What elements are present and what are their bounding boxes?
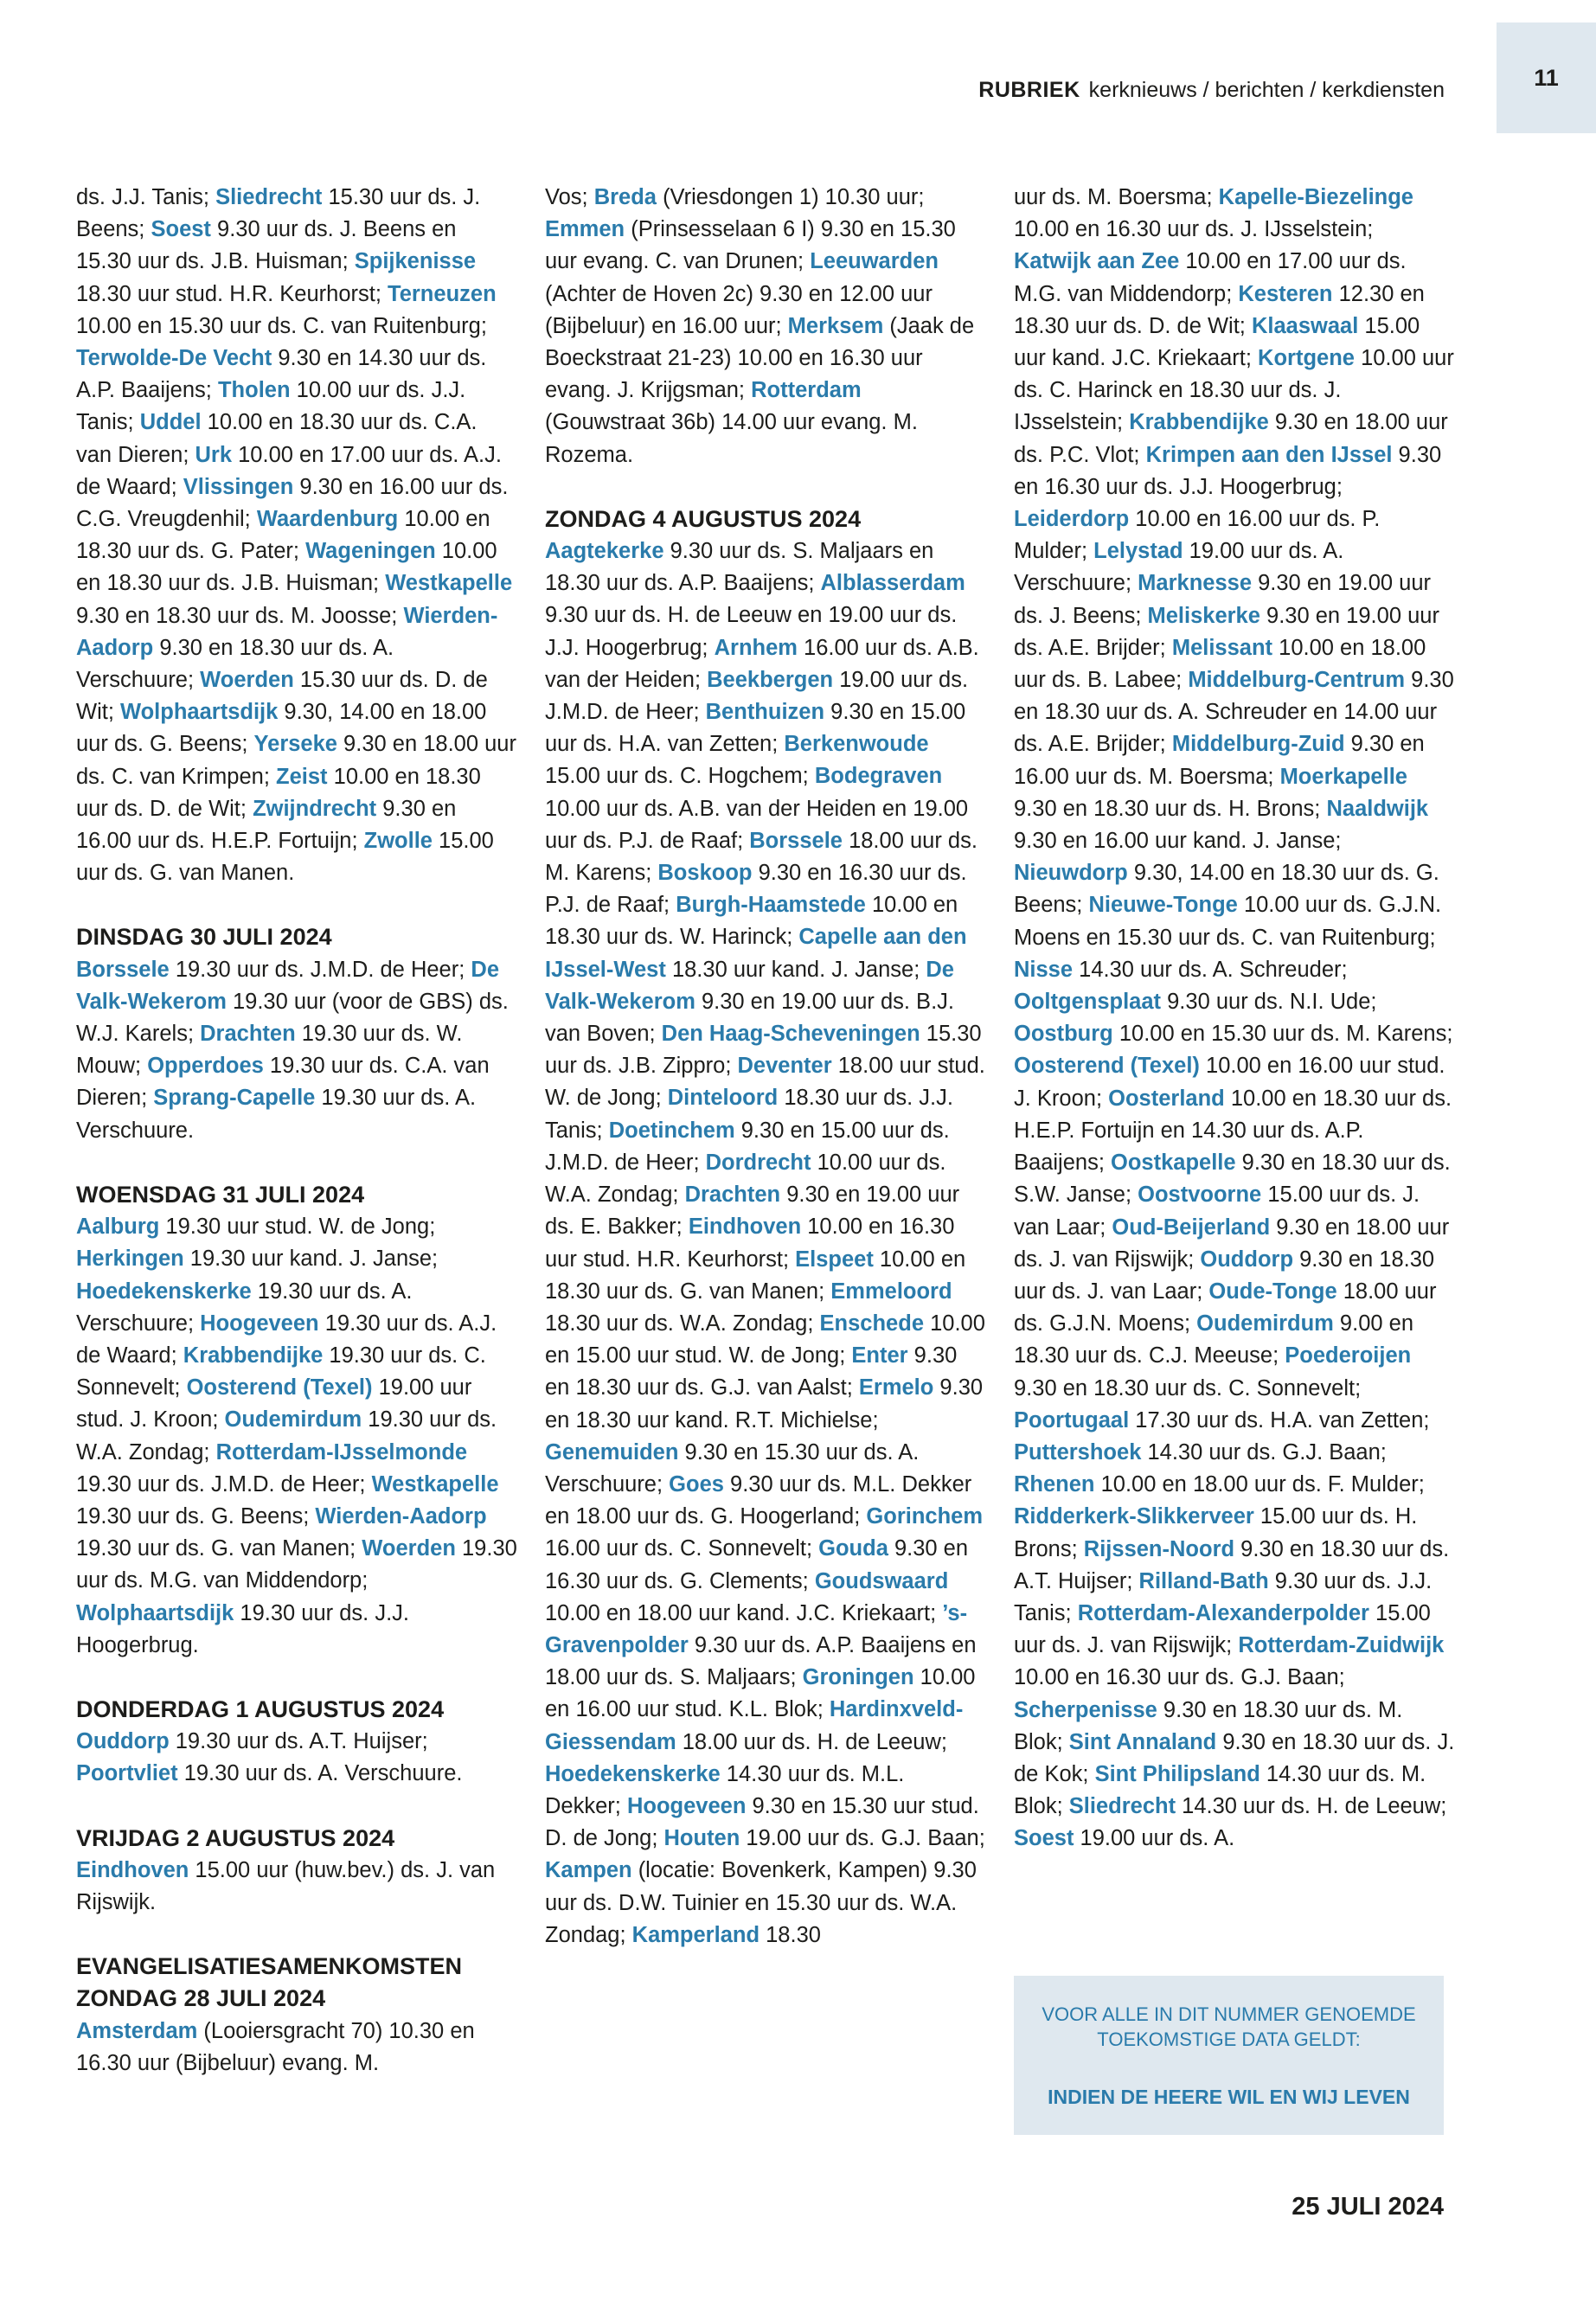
- place-name: Eindhoven: [688, 1215, 802, 1240]
- place-name: Poortugaal: [1014, 1407, 1130, 1433]
- place-name: Uddel: [139, 410, 202, 435]
- service-details: 18.00 uur ds. G.J.N. Moens;: [1014, 1279, 1437, 1336]
- service-details: 9.30 en 18.00 uur ds. J. van Rijswijk;: [1014, 1215, 1450, 1272]
- service-details: 9.30 en 18.30 uur ds. G.J. van Aalst;: [545, 1343, 958, 1400]
- place-name: Middelburg-Zuid: [1171, 732, 1345, 757]
- place-name: Wierden-Aadorp: [76, 603, 498, 660]
- service-details: 10.00 en 16.00 uur stud. K.L. Blok;: [545, 1665, 976, 1722]
- service-details: 18.30 uur ds. W.A. Zondag;: [545, 1311, 820, 1336]
- service-details: 9.00 en 18.30 uur ds. C.J. Meeuse;: [1014, 1311, 1414, 1368]
- place-name: Benthuizen: [705, 700, 825, 725]
- service-details: 19.00 uur ds. A.: [1074, 1826, 1235, 1851]
- service-details: 10.00 uur ds. J.J. Tanis;: [76, 378, 466, 435]
- service-listing: [76, 1726, 517, 1790]
- place-name: Emmen: [545, 217, 625, 242]
- service-details: 19.30 uur ds. A. Verschuure.: [177, 1761, 463, 1786]
- service-details: 19.30 uur ds. A. Verschuure.: [76, 1086, 477, 1143]
- place-name: Middelburg-Centrum: [1188, 668, 1406, 693]
- place-name: De Valk-Wekerom: [545, 957, 954, 1014]
- service-details: 9.30 en 19.00 uur ds. B.J. van Boven;: [545, 989, 954, 1047]
- place-name: Nisse: [1014, 957, 1074, 982]
- service-details: 18.00 uur ds. M. Karens;: [545, 828, 977, 886]
- service-details: 14.30 uur ds. A. Schreuder;: [1073, 957, 1348, 982]
- place-name: Gouda: [818, 1536, 888, 1561]
- service-details: (Prinsesselaan 6 I) 9.30 en 15.30 uur evang. C. van Drunen;: [545, 217, 956, 274]
- service-details: 10.00 en 15.00 uur stud. W. de Jong;: [545, 1311, 985, 1368]
- place-name: Marknesse: [1138, 571, 1253, 596]
- service-details: 9.30 en 15.00 uur ds. H.A. van Zetten;: [545, 700, 966, 757]
- service-details: 15.00 uur ds. C. Hogchem;: [545, 764, 815, 789]
- service-details: 10.00 en 15.30 uur ds. C. van Ruitenburg;: [76, 313, 487, 338]
- service-details: 9.30 en 16.30 uur ds. P.J. de Raaf;: [545, 861, 967, 918]
- service-details: 9.30 en 16.00 uur ds. C.G. Vreugdenhil;: [76, 474, 509, 532]
- place-name: Urk: [195, 442, 233, 467]
- service-details: 9.30 en 16.00 uur ds. M. Boersma;: [1014, 732, 1425, 789]
- service-listing: [545, 182, 986, 471]
- place-name: Hoedekenskerke: [76, 1279, 252, 1304]
- service-details: 10.00 en 16.00 uur ds. P. Mulder;: [1014, 507, 1381, 564]
- place-name: Moerkapelle: [1279, 764, 1407, 789]
- service-details: 10.00 en 18.30 uur ds. C.A. van Dieren;: [76, 410, 478, 467]
- service-details: 10.00 en 18.00 uur ds. F. Mulder;: [1094, 1472, 1425, 1497]
- section-header: [978, 78, 1445, 103]
- place-name: Lelystad: [1093, 539, 1183, 564]
- place-name: Kapelle-Biezelinge: [1218, 185, 1413, 209]
- place-name: Spijkenisse: [354, 249, 477, 274]
- service-listing: [76, 954, 517, 1147]
- service-details: 14.30 uur ds. H. de Leeuw;: [1176, 1794, 1447, 1819]
- place-name: Hoedekenskerke: [545, 1761, 721, 1786]
- service-details: 10.00 en 18.30 uur ds. H.E.P. Fortuijn en 14.30 uur ds. A.P. Baaijens;: [1014, 1086, 1452, 1176]
- place-name: Emmeloord: [830, 1279, 952, 1304]
- place-name: Houten: [663, 1826, 740, 1851]
- notice-box: [1014, 1976, 1444, 2135]
- place-name: Goudswaard: [814, 1568, 949, 1593]
- service-details: 9.30 uur ds. H. de Leeuw en 19.00 uur ds. J.J. Hoogerbrug;: [545, 603, 958, 660]
- place-name: Oosterend (Texel): [186, 1375, 373, 1400]
- place-name: Eindhoven: [76, 1857, 189, 1882]
- place-name: Soest: [151, 217, 211, 242]
- place-name: Rotterdam-IJsselmonde: [215, 1439, 468, 1465]
- service-details: 18.00 uur ds. H. de Leeuw;: [676, 1729, 947, 1754]
- service-details: 19.30 uur ds. J.J. Hoogerbrug.: [76, 1600, 410, 1657]
- place-name: Deventer: [737, 1054, 832, 1079]
- service-details: 9.30 uur ds. M.L. Dekker en 18.00 uur ds. G. Hoogerland;: [545, 1471, 972, 1529]
- service-details: 9.30 en 19.00 uur ds. E. Bakker;: [545, 1183, 960, 1240]
- place-name: Kampen: [545, 1858, 632, 1883]
- place-name: Aagtekerke: [545, 539, 664, 564]
- service-details: 9.30 en 18.30 uur ds. M. Blok;: [1014, 1697, 1403, 1754]
- service-details: 10.00 en 18.30 uur ds. G. van Manen;: [545, 1247, 966, 1304]
- service-details: 9.30 en 16.30 uur ds. J.J. Hoogerbrug;: [1014, 442, 1442, 499]
- place-name: Poortvliet: [76, 1761, 178, 1786]
- place-name: Woerden: [200, 668, 294, 693]
- service-details: 14.30 uur ds. M.L. Dekker;: [545, 1761, 905, 1818]
- place-name: Krabbendijke: [183, 1343, 324, 1368]
- place-name: Kamperland: [631, 1922, 760, 1947]
- place-name: Breda: [593, 185, 657, 209]
- place-name: Leiderdorp: [1014, 507, 1130, 532]
- service-details: 19.30 uur ds. A. Verschuure;: [76, 1279, 413, 1336]
- place-name: Doetinchem: [608, 1118, 735, 1143]
- service-details: 10.00 en 18.30 uur ds. D. de Wit;: [76, 764, 481, 821]
- service-details: 19.30 uur kand. J. Janse;: [183, 1247, 439, 1272]
- place-name: Puttershoek: [1014, 1439, 1142, 1465]
- service-details: 10.00 en 18.00 uur ds. B. Labee;: [1014, 635, 1426, 693]
- place-name: Alblasserdam: [820, 571, 965, 596]
- service-details: 9.30 en 19.00 uur ds. J. Beens;: [1014, 571, 1432, 628]
- date-heading: EVANGELISATIESAMENKOMSTEN: [76, 1953, 463, 1980]
- place-name: Rotterdam-Zuidwijk: [1238, 1633, 1445, 1658]
- place-name: Arnhem: [714, 635, 798, 660]
- service-details: 15.00 uur ds. J. van Laar;: [1014, 1183, 1420, 1240]
- service-details: 12.30 en 18.30 uur ds. D. de Wit;: [1014, 281, 1425, 338]
- date-heading: WOENSDAG 31 JULI 2024: [76, 1181, 365, 1208]
- service-details: 9.30 en 18.30 uur ds. A.T. Huijser;: [1014, 1536, 1450, 1593]
- date-heading: DONDERDAG 1 AUGUSTUS 2024: [76, 1695, 445, 1722]
- section-label: RUBRIEK: [978, 78, 1080, 102]
- service-details: (Achter de Hoven 2c) 9.30 en 12.00 uur (Bijbeluur) en 16.00 uur;: [545, 281, 933, 338]
- service-details: 9.30 en 15.30 uur ds. A. Verschuure;: [545, 1439, 920, 1497]
- service-listing: [545, 535, 986, 1952]
- service-details: 9.30 uur ds. J. Beens en 15.30 uur ds. J.B. Huisman;: [76, 217, 457, 274]
- place-name: Yerseke: [253, 732, 337, 757]
- service-listing: [76, 1211, 517, 1662]
- service-details: 18.30: [760, 1922, 821, 1947]
- service-details: 19.00 uur ds. A. Verschuure;: [1014, 539, 1344, 596]
- column-1: [76, 182, 517, 2080]
- place-name: Oostvoorne: [1138, 1183, 1262, 1208]
- service-details: ds. J.J. Tanis;: [76, 185, 216, 209]
- service-details: 10.00 uur ds. A.B. van der Heiden en 19.00 uur ds. P.J. de Raaf;: [545, 796, 969, 853]
- place-name: Rijssen-Noord: [1083, 1536, 1235, 1561]
- place-name: Bodegraven: [814, 764, 943, 789]
- notice-emphasis: INDIEN DE HEERE WIL EN WIJ LEVEN: [1048, 2086, 1410, 2108]
- date-heading: DINSDAG 30 JULI 2024: [76, 924, 332, 951]
- place-name: Ouddorp: [76, 1729, 170, 1754]
- place-name: Krimpen aan den IJssel: [1145, 442, 1393, 467]
- place-name: Rhenen: [1014, 1472, 1095, 1497]
- place-name: Sint Annaland: [1068, 1729, 1217, 1754]
- place-name: Hardinxveld-Giessendam: [545, 1697, 964, 1754]
- place-name: Kortgene: [1258, 346, 1355, 371]
- service-details: 9.30 en 16.00 uur kand. J. Janse;: [1014, 829, 1342, 854]
- service-details: 19.30 uur ds. J.M.D. de Heer;: [76, 1471, 372, 1497]
- service-details: 9.30 uur ds. S. Maljaars en 18.30 uur ds. A.P. Baaijens;: [545, 539, 934, 596]
- service-details: 9.30 en 18.30 uur ds. C. Sonnevelt;: [1014, 1375, 1362, 1400]
- service-details: 19.30 uur ds. G. van Manen;: [76, 1536, 362, 1561]
- place-name: Hoogeveen: [200, 1311, 319, 1336]
- place-name: Leeuwarden: [810, 249, 939, 274]
- service-details: 9.30 en 18.30 uur ds. M. Joosse;: [76, 603, 404, 628]
- place-name: Wierden-Aadorp: [315, 1503, 487, 1529]
- service-details: 9.30 en 18.30 uur ds. A. Schreuder en 14.00 uur ds. A.E. Brijder;: [1014, 668, 1454, 757]
- service-details: 10.00 en 16.30 uur ds. G.J. Baan;: [1014, 1665, 1345, 1690]
- place-name: Gorinchem: [866, 1504, 984, 1529]
- place-name: Sprang-Capelle: [153, 1086, 316, 1111]
- place-name: ’s-Gravenpolder: [545, 1600, 968, 1657]
- place-name: Rotterdam: [751, 378, 862, 403]
- service-details: (Gouwstraat 36b) 14.00 uur evang. M. Rozema.: [545, 410, 918, 467]
- service-details: 10.00 uur ds. W.A. Zondag;: [545, 1150, 946, 1208]
- service-details: 9.30, 14.00 en 18.30 uur ds. G. Beens;: [1014, 861, 1439, 918]
- service-details: 14.30 uur ds. G.J. Baan;: [1141, 1439, 1387, 1465]
- place-name: Sliedrecht: [1068, 1794, 1176, 1819]
- service-details: 19.30 uur ds. A.J. de Waard;: [76, 1311, 497, 1368]
- service-details: (Jaak de Boeckstraat 21-23) 10.00 en 16.30 uur evang. J. Krijgsman;: [545, 313, 975, 403]
- service-details: 9.30 en 18.30 uur ds. S.W. Janse;: [1014, 1150, 1451, 1208]
- place-name: Ridderkerk-Slikkerveer: [1014, 1504, 1254, 1529]
- service-details: 9.30 uur ds. J.J. Tanis;: [1014, 1568, 1433, 1625]
- place-name: Naaldwijk: [1326, 796, 1429, 821]
- service-details: 10.00 en 15.30 uur ds. M. Karens;: [1112, 1022, 1453, 1047]
- service-details: 15.00 uur kand. J.C. Kriekaart;: [1014, 313, 1420, 371]
- place-name: Nieuwdorp: [1014, 861, 1128, 886]
- place-name: Berkenwoude: [784, 732, 929, 757]
- notice-line-2: TOEKOMSTIGE DATA GELDT:: [1097, 2029, 1361, 2050]
- place-name: Westkapelle: [371, 1471, 499, 1497]
- service-details: 19.30 uur ds. G. Beens;: [76, 1503, 316, 1529]
- service-details: 15.00 uur ds. J. van Rijswijk;: [1014, 1600, 1431, 1658]
- place-name: Aalburg: [76, 1215, 160, 1240]
- service-listing: [76, 2016, 517, 2080]
- service-details: 9.30 en 18.00 uur ds. C. van Krimpen;: [76, 732, 516, 789]
- place-name: Terneuzen: [388, 281, 497, 306]
- service-details: 19.00 uur stud. J. Kroon;: [76, 1375, 472, 1433]
- service-details: 19.30 uur ds. M.G. van Middendorp;: [76, 1536, 517, 1593]
- service-details: 9.30, 14.00 en 18.00 uur ds. G. Beens;: [76, 700, 487, 757]
- place-name: Oude-Tonge: [1208, 1279, 1337, 1304]
- service-details: 10.00 en 17.00 uur ds. M.G. van Middendorp;: [1014, 249, 1407, 306]
- service-details: 9.30 uur ds. N.I. Ude;: [1161, 990, 1377, 1015]
- place-name: Woerden: [362, 1536, 456, 1561]
- place-name: Merksem: [787, 313, 884, 338]
- service-details: 9.30 en 16.30 uur ds. G. Clements;: [545, 1536, 969, 1593]
- issue-date: 25 JULI 2024: [1292, 2193, 1444, 2221]
- place-name: Drachten: [684, 1183, 781, 1208]
- place-name: Terwolde-De Vecht: [76, 346, 272, 371]
- notice-line-1: VOOR ALLE IN DIT NUMMER GENOEMDE: [1042, 2003, 1416, 2025]
- service-details: 19.00 uur ds. J.M.D. de Heer;: [545, 667, 969, 725]
- service-listing: [1014, 182, 1455, 1856]
- service-details: 19.30 uur stud. W. de Jong;: [159, 1215, 436, 1240]
- place-name: Katwijk aan Zee: [1014, 249, 1180, 274]
- place-name: Wolphaartsdijk: [76, 1600, 234, 1625]
- service-details: Vos;: [545, 185, 594, 209]
- place-name: Genemuiden: [545, 1439, 679, 1465]
- date-heading: ZONDAG 28 JULI 2024: [76, 1985, 326, 2012]
- service-details: 9.30 uur ds. A.P. Baaijens en 18.00 uur ds. S. Maljaars;: [545, 1632, 977, 1690]
- service-details: 10.00 en 16.00 uur stud. J. Kroon;: [1014, 1054, 1445, 1111]
- place-name: Vlissingen: [183, 474, 294, 499]
- date-heading: VRIJDAG 2 AUGUSTUS 2024: [76, 1824, 395, 1851]
- service-details: 10.00 en 18.30 uur ds. J.B. Huisman;: [76, 539, 497, 596]
- service-details: 10.00 en 18.30 uur ds. G. Pater;: [76, 507, 490, 564]
- place-name: Oostburg: [1014, 1022, 1113, 1047]
- place-name: Drachten: [200, 1022, 296, 1047]
- service-details: 18.30 uur ds. J.J. Tanis;: [545, 1086, 953, 1143]
- place-name: Soest: [1014, 1826, 1074, 1851]
- place-name: Kesteren: [1238, 281, 1333, 306]
- place-name: Elspeet: [795, 1247, 874, 1272]
- service-details: 17.30 uur ds. H.A. van Zetten;: [1129, 1407, 1430, 1433]
- service-details: (Vriesdongen 1) 10.30 uur;: [656, 185, 925, 209]
- place-name: Rilland-Bath: [1138, 1568, 1269, 1593]
- service-listing: [76, 182, 517, 889]
- service-details: 10.00 uur ds. G.J.N. Moens en 15.30 uur ds. C. van Ruitenburg;: [1014, 893, 1442, 950]
- service-details: 9.30 en 18.30 uur ds. H. Brons;: [1014, 796, 1327, 821]
- place-name: Rotterdam-Alexanderpolder: [1077, 1600, 1369, 1625]
- service-details: 19.30 uur ds. C. Sonnevelt;: [76, 1343, 486, 1400]
- service-details: (Looiersgracht 70) 10.30 en 16.30 uur (Bijbeluur) evang. M.: [76, 2018, 475, 2075]
- service-details: 14.30 uur ds. M. Blok;: [1014, 1761, 1426, 1819]
- page-number-tab: [1497, 22, 1596, 133]
- place-name: Hoogeveen: [626, 1793, 747, 1818]
- place-name: Den Haag-Scheveningen: [661, 1022, 920, 1047]
- place-name: Waardenburg: [256, 507, 399, 532]
- place-name: Westkapelle: [385, 571, 513, 596]
- place-name: Ouddorp: [1200, 1247, 1294, 1272]
- service-details: 9.30 en 15.30 uur stud. D. de Jong;: [545, 1793, 979, 1851]
- service-details: 15.30 uur ds. J. Beens;: [76, 185, 481, 242]
- place-name: Zeist: [276, 764, 328, 789]
- notice-text: [1014, 2002, 1444, 2052]
- service-details: 10.00 en 18.00 uur kand. J.C. Kriekaart;: [545, 1600, 943, 1625]
- place-name: Oosterland: [1108, 1086, 1225, 1111]
- place-name: Borssele: [76, 957, 170, 982]
- service-details: 9.30 en 16.00 uur ds. H.E.P. Fortuijn;: [76, 796, 457, 854]
- place-name: Borssele: [749, 828, 843, 853]
- service-details: 9.30 en 18.30 uur ds. J. van Laar;: [1014, 1247, 1435, 1304]
- service-details: 9.30 en 14.30 uur ds. A.P. Baaijens;: [76, 346, 487, 403]
- service-details: 15.30 uur ds. D. de Wit;: [76, 668, 488, 725]
- place-name: Dinteloord: [667, 1086, 779, 1111]
- service-details: 10.00 en 17.00 uur ds. A.J. de Waard;: [76, 442, 502, 499]
- place-name: Enter: [851, 1343, 908, 1368]
- section-topics: kerknieuws / berichten / kerkdiensten: [1088, 78, 1445, 102]
- service-details: 19.30 uur ds. W. Mouw;: [76, 1022, 463, 1079]
- place-name: Sliedrecht: [215, 185, 323, 209]
- service-details: 19.00 uur ds. G.J. Baan;: [740, 1826, 985, 1851]
- service-details: 10.00 uur ds. C. Harinck en 18.30 uur ds. J. IJsselstein;: [1014, 346, 1454, 435]
- date-heading: ZONDAG 4 AUGUSTUS 2024: [545, 505, 862, 532]
- place-name: Opperdoes: [147, 1054, 264, 1079]
- service-details: 15.00 uur ds. H. Brons;: [1014, 1504, 1418, 1561]
- service-details: 10.00 en 18.30 uur ds. W. Harinck;: [545, 893, 958, 950]
- page-number: 11: [1534, 64, 1559, 91]
- service-details: 18.00 uur stud. W. de Jong;: [545, 1054, 985, 1111]
- service-details: 19.30 uur ds. J.M.D. de Heer;: [169, 957, 471, 982]
- place-name: Zwolle: [363, 829, 433, 854]
- place-name: Tholen: [217, 378, 291, 403]
- service-details: 9.30 en 18.30 uur ds. J. de Kok;: [1014, 1729, 1455, 1786]
- service-details: uur ds. M. Boersma;: [1014, 185, 1219, 209]
- service-details: 9.30 en 15.00 uur ds. J.M.D. de Heer;: [545, 1118, 950, 1175]
- service-details: 15.00 uur ds. G. van Manen.: [76, 829, 494, 886]
- place-name: Oudemirdum: [1196, 1311, 1334, 1336]
- service-details: 19.30 uur ds. C.A. van Dieren;: [76, 1054, 490, 1111]
- service-details: 10.00 en 16.30 uur stud. H.R. Keurhorst;: [545, 1215, 955, 1272]
- place-name: Groningen: [802, 1665, 914, 1690]
- place-name: Wolphaartsdijk: [120, 700, 279, 725]
- place-name: Klaaswaal: [1251, 313, 1359, 338]
- column-2: [545, 182, 986, 1952]
- service-details: 19.30 uur ds. W.A. Zondag;: [76, 1407, 497, 1465]
- place-name: Ermelo: [858, 1375, 934, 1400]
- service-details: 9.30 en 19.00 uur ds. A.E. Brijder;: [1014, 603, 1439, 660]
- service-details: 15.30 uur ds. J.B. Zippro;: [545, 1022, 982, 1079]
- service-details: 18.30 uur stud. H.R. Keurhorst;: [76, 281, 388, 306]
- place-name: Nieuwe-Tonge: [1088, 893, 1238, 918]
- service-listing: [76, 1855, 517, 1919]
- place-name: Dordrecht: [705, 1150, 811, 1175]
- service-details: 19.30 uur (voor de GBS) ds. W.J. Karels;: [76, 989, 509, 1047]
- place-name: Herkingen: [76, 1247, 184, 1272]
- column-3: [1014, 182, 1455, 1856]
- place-name: Amsterdam: [76, 2018, 198, 2043]
- service-details: 19.30 uur ds. A.T. Huijser;: [169, 1729, 428, 1754]
- service-details: 9.30 en 18.30 uur kand. R.T. Michielse;: [545, 1375, 984, 1433]
- place-name: Beekbergen: [707, 667, 834, 692]
- place-name: Goes: [669, 1471, 724, 1497]
- place-name: Oudemirdum: [224, 1407, 362, 1433]
- place-name: Oostkapelle: [1111, 1150, 1236, 1176]
- place-name: De Valk-Wekerom: [76, 957, 500, 1014]
- place-name: Krabbendijke: [1129, 410, 1269, 435]
- place-name: Ooltgensplaat: [1014, 990, 1162, 1015]
- service-details: 10.00 en 16.30 uur ds. J. IJsselstein;: [1014, 217, 1374, 242]
- place-name: Enschede: [819, 1311, 924, 1336]
- place-name: Wageningen: [305, 539, 436, 564]
- place-name: Melissant: [1171, 635, 1273, 660]
- place-name: Boskoop: [657, 861, 753, 886]
- place-name: Poederoijen: [1285, 1343, 1412, 1368]
- place-name: Capelle aan den IJssel-West: [545, 925, 967, 982]
- place-name: Sint Philipsland: [1094, 1761, 1260, 1786]
- place-name: Oosterend (Texel): [1014, 1054, 1200, 1079]
- service-details: 9.30 en 18.00 uur ds. P.C. Vlot;: [1014, 410, 1448, 467]
- service-details: 9.30 en 18.30 uur ds. A. Verschuure;: [76, 635, 394, 693]
- place-name: Burgh-Haamstede: [676, 893, 866, 918]
- service-details: 16.00 uur ds. C. Sonnevelt;: [545, 1536, 819, 1561]
- service-details: (locatie: Bovenkerk, Kampen) 9.30 uur ds. D.W. Tuinier en 15.30 uur ds. W.A. Zondag;: [545, 1858, 977, 1947]
- service-details: 15.00 uur (huw.bev.) ds. J. van Rijswijk.: [76, 1857, 496, 1914]
- service-details: 18.30 uur kand. J. Janse;: [665, 957, 926, 982]
- place-name: Zwijndrecht: [253, 796, 377, 821]
- place-name: Scherpenisse: [1014, 1697, 1157, 1722]
- place-name: Meliskerke: [1147, 603, 1260, 628]
- place-name: Oud-Beijerland: [1112, 1215, 1271, 1240]
- service-details: 16.00 uur ds. A.B. van der Heiden;: [545, 635, 979, 692]
